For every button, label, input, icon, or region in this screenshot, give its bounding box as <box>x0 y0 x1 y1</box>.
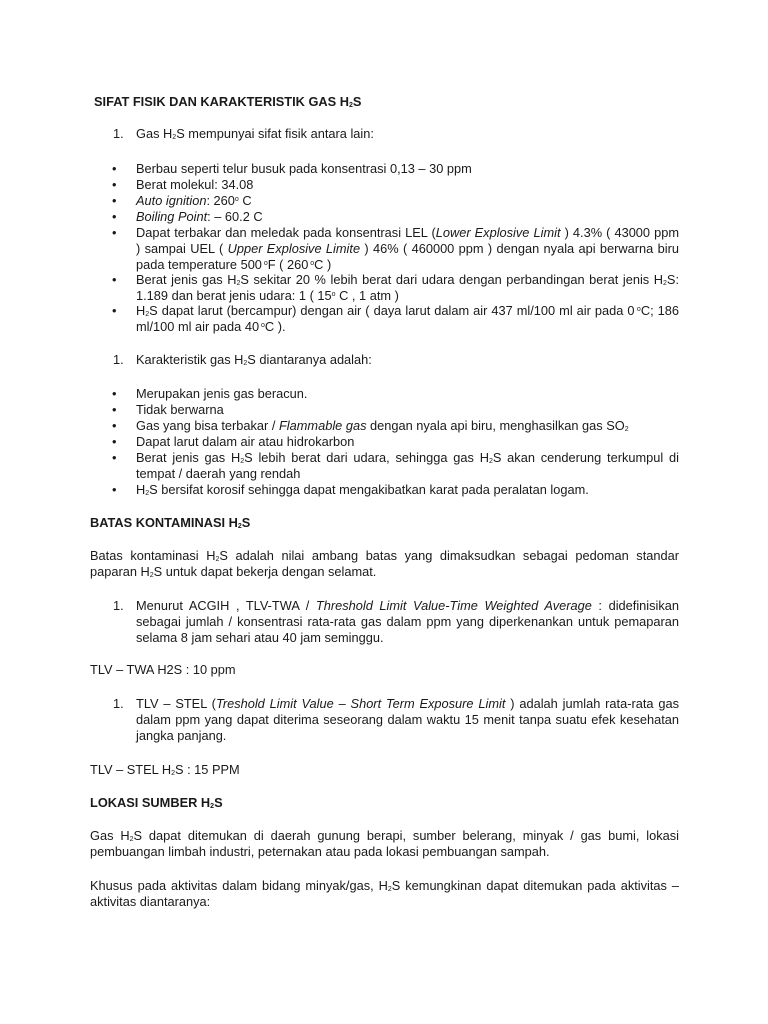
bullet-item: Dapat terbakar dan meledak pada konsentrasi LEL (Lower Explosive Limit ) 4.3% ( 43000 ppm ) sampai UEL ( Upper Explosive Limite ) 46% ( 460000 ppm ) dengan nyala api berwarna biru pada temperature 500 $^o$F ( 260 $^o$C ) <box>136 225 680 272</box>
section-title-batas-kontaminasi: BATAS KONTAMINASI $H_2S$ <box>90 515 251 530</box>
bullet: • <box>112 418 117 433</box>
paragraph-aktivitas: Khusus pada aktivitas dalam bidang minyak/gas, $H_2S$ kemungkinan dapat ditemukan pada aktivitas – aktivitas diantaranya: <box>90 878 679 909</box>
bullet: • <box>112 193 117 208</box>
bullet-item: Gas yang bisa terbakar / Flammable gas dengan nyala api biru, menghasilkan gas $SO_2$ <box>136 418 629 433</box>
paragraph-batas-kontaminasi: Batas kontaminasi $H_2S$ adalah nilai ambang batas yang dimaksudkan sebagai pedoman standar paparan $H_2S$ untuk dapat bekerja dengan selamat. <box>90 548 679 579</box>
list-number: 1. <box>113 352 124 367</box>
list-number: 1. <box>113 598 124 613</box>
bullet: • <box>112 482 117 497</box>
bullet-item: Merupakan jenis gas beracun. <box>136 386 308 401</box>
bullet: • <box>112 450 117 465</box>
bullet: • <box>112 225 117 240</box>
tlv-twa-value: TLV – TWA H2S : 10 ppm <box>90 662 236 677</box>
bullet: • <box>112 272 117 287</box>
bullet: • <box>112 402 117 417</box>
list-number: 1. <box>113 696 124 711</box>
bullet-item: Berbau seperti telur busuk pada konsentrasi 0,13 – 30 ppm <box>136 161 472 176</box>
bullet: • <box>112 303 117 318</box>
bullet: • <box>112 161 117 176</box>
bullet-item: Berat jenis gas $H_2S$ lebih berat dari udara, sehingga gas $H_2S$ akan cenderung terkumpul di tempat / daerah yang rendah <box>136 450 679 481</box>
list-number: 1. <box>113 126 124 141</box>
numbered-item-tlv-stel: TLV – STEL (Treshold Limit Value – Short Term Exposure Limit ) adalah jumlah rata-rata gas dalam ppm yang dapat diterima seseorang dalam waktu 15 menit tanpa suatu efek kesehatan jangka panjang. <box>136 696 679 743</box>
bullet-item: $H_2S$ dapat larut (bercampur) dengan air ( daya larut dalam air 437 ml/100 ml air pada 0 $^o$C; 186 ml/100 ml air pada 40 $^o$C ). <box>136 303 679 334</box>
section-title-lokasi-sumber: LOKASI SUMBER $H_2S$ <box>90 795 223 810</box>
bullet-item: Auto ignition: 260$^o$ C <box>136 193 252 208</box>
bullet: • <box>112 209 117 224</box>
bullet-item: Tidak berwarna <box>136 402 224 417</box>
bullet-item: Boiling Point: – 60.2 C <box>136 209 263 224</box>
numbered-item-sifat-fisik: Gas $H_2S$ mempunyai sifat fisik antara lain: <box>136 126 374 141</box>
bullet-item: Berat molekul: 34.08 <box>136 177 254 192</box>
tlv-stel-value: TLV – STEL $H_2S$ : 15 PPM <box>90 762 240 777</box>
bullet: • <box>112 434 117 449</box>
section-title-sifat-fisik: SIFAT FISIK DAN KARAKTERISTIK GAS $H_2S$ <box>94 94 362 109</box>
bullet-item: Berat jenis gas $H_2S$ sekitar 20 % lebih berat dari udara dengan perbandingan berat jenis $H_2S$: 1.189 dan berat jenis udara: 1 ( 15$^o$ C , 1 atm ) <box>136 272 679 303</box>
numbered-item-tlv-twa: Menurut ACGIH , TLV-TWA / Threshold Limit Value-Time Weighted Average : didefinisikan sebagai jumlah / konsentrasi rata-rata gas dalam ppm yang diperkenankan untuk pemaparan selama 8 jam sehari atau 40 jam seminggu. <box>136 598 680 645</box>
paragraph-lokasi-sumber: Gas $H_2S$ dapat ditemukan di daerah gunung berapi, sumber belerang, minyak / gas bumi, lokasi pembuangan limbah industri, peternakan atau pada lokasi pembuangan sampah. <box>90 828 679 859</box>
bullet-item: Dapat larut dalam air atau hidrokarbon <box>136 434 355 449</box>
bullet: • <box>112 386 117 401</box>
numbered-item-karakteristik: Karakteristik gas $H_2S$ diantaranya adalah: <box>136 352 372 367</box>
bullet: • <box>112 177 117 192</box>
bullet-item: $H_2S$ bersifat korosif sehingga dapat mengakibatkan karat pada peralatan logam. <box>136 482 589 497</box>
